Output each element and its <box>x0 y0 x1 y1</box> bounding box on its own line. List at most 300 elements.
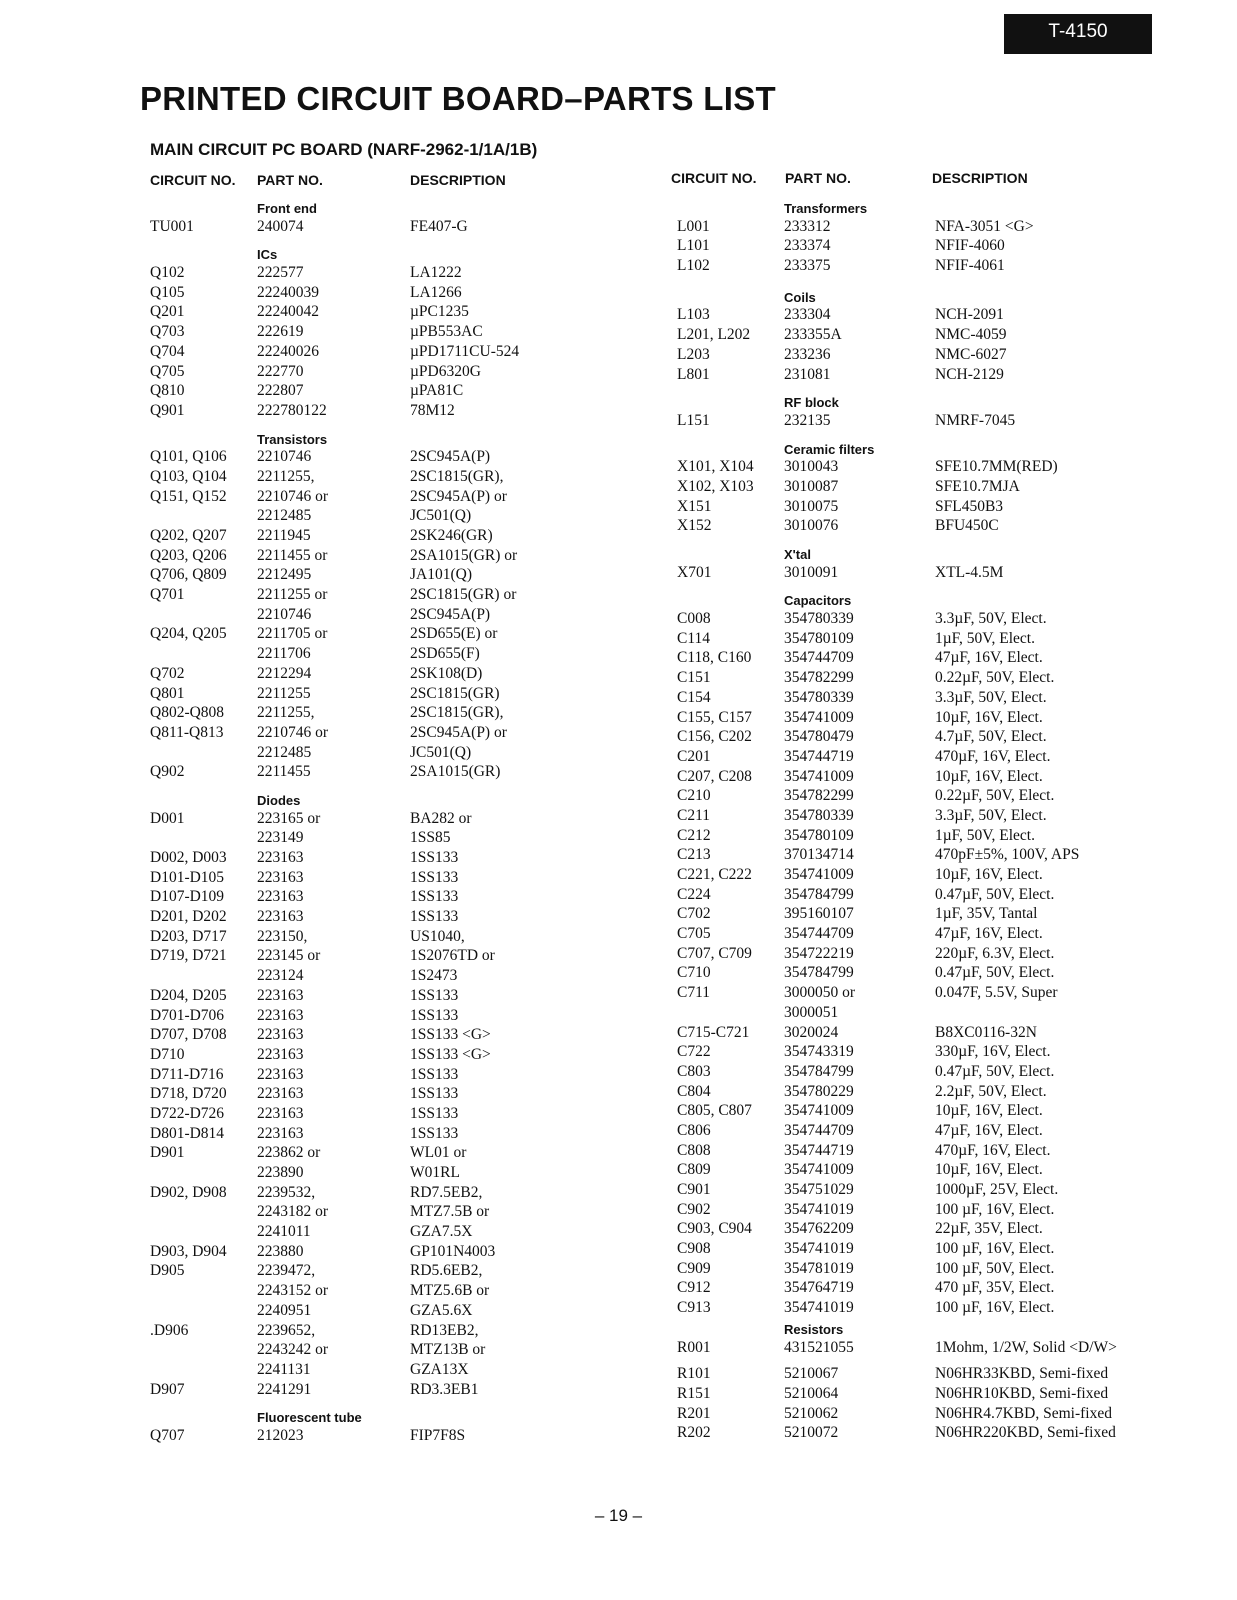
description-cell: 10µF, 16V, Elect. <box>935 708 1043 726</box>
left-header-part-no: PART NO. <box>257 172 323 188</box>
description-cell: 330µF, 16V, Elect. <box>935 1043 1051 1061</box>
part-no-cell: 354780479 <box>784 728 854 746</box>
circuit-no-cell: C211 <box>677 806 711 824</box>
part-no-cell: 354780109 <box>784 629 854 647</box>
circuit-no-cell: C715-C721 <box>677 1023 750 1041</box>
description-cell: FE407-G <box>410 217 468 235</box>
circuit-no-cell: R201 <box>677 1404 711 1422</box>
parts-row <box>677 236 1157 256</box>
description-cell: 0.47µF, 50V, Elect. <box>935 885 1055 903</box>
parts-row <box>677 1200 1157 1220</box>
row-spacer <box>150 782 580 789</box>
parts-row <box>150 526 580 546</box>
part-no-cell: 354780109 <box>784 826 854 844</box>
circuit-no-cell: C207, C208 <box>677 767 752 785</box>
part-no-cell: 223163 <box>257 908 304 926</box>
part-no-cell: 223163 <box>257 1124 304 1142</box>
circuit-no-cell: X701 <box>677 563 712 581</box>
description-cell: 47µF, 16V, Elect. <box>935 649 1043 667</box>
left-header-circuit-no: CIRCUIT NO. <box>150 172 236 188</box>
description-cell: 10µF, 16V, Elect. <box>935 1102 1043 1120</box>
circuit-no-cell: L103 <box>677 306 710 324</box>
circuit-no-cell: D107-D109 <box>150 888 225 906</box>
part-no-cell: 223145 or <box>257 947 321 965</box>
circuit-no-cell: L801 <box>677 365 710 383</box>
right-header-description: DESCRIPTION <box>932 170 1028 186</box>
description-cell: µPC1235 <box>410 303 469 321</box>
circuit-no-cell: Q151, Q152 <box>150 487 227 505</box>
part-no-cell: 354741019 <box>784 1200 854 1218</box>
description-cell: 2SK108(D) <box>410 664 483 682</box>
description-cell: LA1222 <box>410 264 462 282</box>
description-cell: 1SS85 <box>410 829 451 847</box>
parts-row <box>677 217 1157 237</box>
parts-row <box>150 848 580 868</box>
parts-row <box>150 868 580 888</box>
part-no-cell: 2212294 <box>257 664 312 682</box>
part-no-cell: 354741019 <box>784 1240 854 1258</box>
circuit-no-cell: R001 <box>677 1338 711 1356</box>
parts-row <box>150 723 580 743</box>
description-cell: 470 µF, 35V, Elect. <box>935 1279 1055 1297</box>
part-no-cell: 2210746 <box>257 605 312 623</box>
description-cell: 1S2076TD or <box>410 947 495 965</box>
circuit-no-cell: L101 <box>677 237 710 255</box>
group-label: Ceramic filters <box>784 441 875 457</box>
description-cell: 470µF, 16V, Elect. <box>935 747 1051 765</box>
page-title: PRINTED CIRCUIT BOARD–PARTS LIST <box>140 80 777 117</box>
description-cell: 2SC1815(GR) <box>410 684 500 702</box>
circuit-no-cell: C804 <box>677 1082 711 1100</box>
row-spacer <box>677 276 1157 286</box>
description-cell: 10µF, 16V, Elect. <box>935 866 1043 883</box>
description-cell: 220µF, 6.3V, Elect. <box>935 944 1055 962</box>
parts-row <box>150 263 580 283</box>
part-no-cell: 2211455 or <box>257 546 328 564</box>
part-no-cell: 2239532, <box>257 1183 316 1201</box>
row-spacer <box>677 431 1157 438</box>
row-spacer <box>677 536 1157 543</box>
parts-row <box>677 688 1157 708</box>
parts-row <box>150 342 580 362</box>
circuit-no-cell: C908 <box>677 1240 711 1258</box>
right-parts-column <box>677 197 1157 1443</box>
description-cell: 100 µF, 16V, Elect. <box>935 1299 1055 1317</box>
description-cell: 0.47µF, 50V, Elect. <box>935 964 1055 982</box>
parts-group-heading <box>677 543 1157 563</box>
part-no-cell: 22240042 <box>257 303 319 321</box>
circuit-no-cell: C224 <box>677 885 711 903</box>
circuit-no-cell: D701-D706 <box>150 1006 225 1024</box>
description-cell: 4.7µF, 50V, Elect. <box>935 728 1047 746</box>
part-no-cell: 223862 or <box>257 1144 321 1162</box>
part-no-cell: 3000050 or <box>784 984 856 1002</box>
parts-row <box>150 1006 580 1026</box>
part-no-cell: 2211455 <box>257 763 311 781</box>
group-label: Capacitors <box>784 593 852 609</box>
parts-row <box>677 477 1157 497</box>
circuit-no-cell: D718, D720 <box>150 1085 227 1103</box>
parts-row <box>677 457 1157 477</box>
parts-row <box>677 806 1157 826</box>
parts-row <box>677 983 1157 1003</box>
part-no-cell: 354784799 <box>784 964 854 982</box>
circuit-no-cell: Q810 <box>150 382 185 400</box>
part-no-cell: 233236 <box>784 345 831 363</box>
circuit-no-cell: X152 <box>677 517 712 535</box>
part-no-cell: 354780339 <box>784 688 854 706</box>
parts-row <box>150 1045 580 1065</box>
description-cell: GZA5.6X <box>410 1301 473 1319</box>
part-no-cell: 354782299 <box>784 669 854 687</box>
part-no-cell: 233374 <box>784 237 831 255</box>
parts-row <box>150 624 580 644</box>
row-spacer <box>677 384 1157 391</box>
description-cell: µPB553AC <box>410 323 483 341</box>
description-cell: NMC-4059 <box>935 326 1007 344</box>
description-cell: 2SD655(F) <box>410 645 480 663</box>
parts-row <box>677 1042 1157 1062</box>
circuit-no-cell: X101, X104 <box>677 458 754 476</box>
circuit-no-cell: C806 <box>677 1121 711 1139</box>
circuit-no-cell: C221, C222 <box>677 866 752 883</box>
parts-row <box>677 865 1157 885</box>
circuit-no-cell: C913 <box>677 1299 711 1317</box>
parts-row <box>677 1298 1157 1318</box>
description-cell: 1SS133 <box>410 888 459 906</box>
description-cell: 2SK246(GR) <box>410 527 493 544</box>
description-cell: N06HR220KBD, Semi-fixed <box>935 1424 1116 1442</box>
left-parts-column <box>150 197 580 1446</box>
part-no-cell: 222619 <box>257 323 304 341</box>
description-cell: 10µF, 16V, Elect. <box>935 767 1043 785</box>
group-label: Coils <box>784 289 816 305</box>
group-label: RF block <box>784 395 839 411</box>
description-cell: US1040, <box>410 927 465 945</box>
parts-row <box>150 1360 580 1380</box>
parts-row <box>677 1364 1157 1384</box>
description-cell: 100 µF, 50V, Elect. <box>935 1259 1055 1277</box>
parts-row <box>677 727 1157 747</box>
description-cell: 1SS133 <box>410 849 459 866</box>
parts-row <box>677 325 1157 345</box>
part-no-cell: 354741009 <box>784 866 854 883</box>
parts-row <box>677 1180 1157 1200</box>
parts-group-heading <box>150 197 580 217</box>
parts-row <box>150 1084 580 1104</box>
part-no-cell: 354781019 <box>784 1259 854 1277</box>
description-cell: 3.3µF, 50V, Elect. <box>935 688 1047 706</box>
circuit-no-cell: C155, C157 <box>677 708 752 726</box>
parts-row <box>150 1163 580 1183</box>
part-no-cell: 354744709 <box>784 649 854 667</box>
circuit-no-cell: D201, D202 <box>150 908 227 926</box>
circuit-no-cell: D707, D708 <box>150 1026 227 1044</box>
part-no-cell: 5210067 <box>784 1365 839 1383</box>
parts-row <box>677 786 1157 806</box>
circuit-no-cell: L201, L202 <box>677 326 751 344</box>
parts-row <box>677 629 1157 649</box>
circuit-no-cell: L001 <box>677 217 710 235</box>
description-cell: 2SA1015(GR) or <box>410 546 518 564</box>
part-no-cell: 232135 <box>784 411 831 429</box>
part-no-cell: 223163 <box>257 1045 304 1063</box>
description-cell: NMC-6027 <box>935 345 1007 363</box>
parts-row <box>677 1003 1157 1023</box>
part-no-cell: 354741019 <box>784 1299 854 1317</box>
parts-row <box>150 946 580 966</box>
part-no-cell: 222770 <box>257 362 304 380</box>
description-cell: NMRF-7045 <box>935 411 1016 429</box>
description-cell: 1SS133 <box>410 1124 459 1142</box>
part-no-cell: 2211706 <box>257 645 311 663</box>
description-cell: N06HR4.7KBD, Semi-fixed <box>935 1404 1112 1422</box>
part-no-cell: 5210072 <box>784 1424 839 1442</box>
parts-row <box>150 1202 580 1222</box>
circuit-no-cell: C705 <box>677 925 711 943</box>
parts-row <box>150 809 580 829</box>
circuit-no-cell: C722 <box>677 1043 711 1061</box>
part-no-cell: 2243242 or <box>257 1341 329 1359</box>
description-cell: 1000µF, 25V, Elect. <box>935 1181 1059 1198</box>
board-title: MAIN CIRCUIT PC BOARD (NARF-2962-1/1A/1B) <box>150 140 538 159</box>
parts-row <box>677 845 1157 865</box>
page-number: – 19 – <box>594 1506 643 1525</box>
circuit-no-cell: C114 <box>677 629 711 647</box>
description-cell: 0.47µF, 50V, Elect. <box>935 1062 1055 1080</box>
description-cell: µPA81C <box>410 382 464 400</box>
part-no-cell: 222577 <box>257 264 304 282</box>
part-no-cell: 2210746 or <box>257 723 329 741</box>
circuit-no-cell: C707, C709 <box>677 944 752 962</box>
description-cell: NFA-3051 <G> <box>935 217 1034 235</box>
parts-row <box>150 762 580 782</box>
description-cell: W01RL <box>410 1164 460 1181</box>
parts-row <box>150 565 580 585</box>
part-no-cell: 233355A <box>784 326 842 344</box>
parts-row <box>677 767 1157 787</box>
parts-row <box>150 1301 580 1321</box>
description-cell: 3.3µF, 50V, Elect. <box>935 610 1047 628</box>
circuit-no-cell: Q701 <box>150 586 185 604</box>
row-spacer <box>150 1399 580 1406</box>
description-cell: 1SS133 <box>410 908 459 926</box>
part-no-cell: 223163 <box>257 849 304 866</box>
parts-row <box>677 1082 1157 1102</box>
part-no-cell: 2210746 or <box>257 487 329 505</box>
circuit-no-cell: D907 <box>150 1380 185 1398</box>
part-no-cell: 231081 <box>784 365 831 383</box>
parts-row <box>677 497 1157 517</box>
circuit-no-cell: Q705 <box>150 362 185 380</box>
parts-row <box>150 283 580 303</box>
parts-group-heading <box>677 286 1157 306</box>
circuit-no-cell: D101-D105 <box>150 868 225 886</box>
group-label: Resistors <box>784 1321 844 1337</box>
part-no-cell: 2241011 <box>257 1223 311 1241</box>
circuit-no-cell: C212 <box>677 826 711 844</box>
description-cell: 1µF, 50V, Elect. <box>935 826 1035 844</box>
description-cell: SFE10.7MJA <box>935 477 1020 495</box>
parts-group-heading <box>150 428 580 448</box>
part-no-cell: 223880 <box>257 1242 304 1260</box>
circuit-no-cell: Q902 <box>150 763 185 781</box>
parts-row <box>677 1141 1157 1161</box>
part-no-cell: 3010076 <box>784 517 839 535</box>
description-cell: N06HR33KBD, Semi-fixed <box>935 1365 1109 1383</box>
description-cell: FIP7F8S <box>410 1426 466 1444</box>
part-no-cell: 233312 <box>784 217 831 235</box>
description-cell: 78M12 <box>410 401 455 419</box>
parts-row <box>677 256 1157 276</box>
description-cell: RD7.5EB2, <box>410 1183 483 1201</box>
parts-row <box>150 302 580 322</box>
description-cell: 2.2µF, 50V, Elect. <box>935 1082 1047 1100</box>
description-cell: WL01 or <box>410 1144 467 1162</box>
parts-row <box>677 1219 1157 1239</box>
model-tag: T-4150 <box>1004 14 1152 54</box>
part-no-cell: 240074 <box>257 217 304 235</box>
parts-group-heading <box>677 197 1157 217</box>
part-no-cell: 22240039 <box>257 283 319 301</box>
part-no-cell: 354751029 <box>784 1181 854 1198</box>
parts-row <box>150 506 580 526</box>
circuit-no-cell: Q811-Q813 <box>150 723 224 741</box>
description-cell: 1S2473 <box>410 967 458 985</box>
parts-row <box>150 1340 580 1360</box>
circuit-no-cell: Q901 <box>150 401 185 419</box>
circuit-no-cell: Q801 <box>150 684 185 702</box>
parts-row <box>677 609 1157 629</box>
description-cell: 1SS133 <box>410 1104 459 1122</box>
parts-row <box>150 927 580 947</box>
description-cell: 1SS133 <box>410 1006 459 1024</box>
part-no-cell: 354784799 <box>784 1062 854 1080</box>
description-cell: NFIF-4061 <box>935 257 1005 275</box>
parts-row <box>677 826 1157 846</box>
description-cell: SFE10.7MM(RED) <box>935 458 1058 476</box>
circuit-no-cell: Q706, Q809 <box>150 566 227 584</box>
circuit-no-cell: C808 <box>677 1141 711 1159</box>
parts-row <box>677 1384 1157 1404</box>
part-no-cell: 5210062 <box>784 1404 839 1422</box>
parts-row <box>150 1065 580 1085</box>
part-no-cell: 354762209 <box>784 1220 854 1238</box>
description-cell: 2SC945A(P) <box>410 605 491 623</box>
circuit-no-cell: Q704 <box>150 342 185 360</box>
description-cell: GZA7.5X <box>410 1223 473 1241</box>
right-header-part-no: PART NO. <box>785 170 851 186</box>
circuit-no-cell: C156, C202 <box>677 728 752 746</box>
circuit-no-cell: D710 <box>150 1045 185 1063</box>
parts-row <box>150 986 580 1006</box>
circuit-no-cell: C803 <box>677 1062 711 1080</box>
parts-row <box>677 1101 1157 1121</box>
part-no-cell: 2211255, <box>257 467 315 485</box>
group-label: Fluorescent tube <box>257 1410 362 1426</box>
description-cell: 2SC945A(P) or <box>410 723 507 741</box>
parts-row <box>677 516 1157 536</box>
circuit-no-cell: D902, D908 <box>150 1183 227 1201</box>
parts-row <box>150 966 580 986</box>
part-no-cell: 3010087 <box>784 477 839 495</box>
circuit-no-cell: C702 <box>677 905 711 923</box>
part-no-cell: 212023 <box>257 1426 304 1444</box>
left-header-description: DESCRIPTION <box>410 172 506 188</box>
right-header-circuit-no: CIRCUIT NO. <box>671 170 757 186</box>
circuit-no-cell: C154 <box>677 688 711 706</box>
part-no-cell: 2211705 or <box>257 625 328 643</box>
circuit-no-cell: D801-D814 <box>150 1124 225 1142</box>
parts-row <box>150 487 580 507</box>
circuit-no-cell: C118, C160 <box>677 649 752 667</box>
part-no-cell: 223163 <box>257 1085 304 1103</box>
parts-row <box>677 1239 1157 1259</box>
part-no-cell: 354782299 <box>784 787 854 805</box>
description-cell: 1SS133 <G> <box>410 1045 491 1063</box>
circuit-no-cell: Q203, Q206 <box>150 546 227 564</box>
description-cell: 0.047F, 5.5V, Super <box>935 984 1058 1002</box>
circuit-no-cell: L151 <box>677 411 710 429</box>
circuit-no-cell: C909 <box>677 1259 711 1277</box>
parts-row <box>677 1121 1157 1141</box>
description-cell: 1µF, 50V, Elect. <box>935 629 1035 647</box>
description-cell: 22µF, 35V, Elect. <box>935 1220 1043 1238</box>
description-cell: 2SC1815(GR), <box>410 704 504 722</box>
part-no-cell: 2239472, <box>257 1262 316 1280</box>
description-cell: XTL-4.5M <box>935 563 1004 581</box>
part-no-cell: 2240951 <box>257 1301 312 1319</box>
description-cell: NFIF-4060 <box>935 237 1005 255</box>
parts-row <box>150 546 580 566</box>
parts-row <box>677 1023 1157 1043</box>
circuit-no-cell: C912 <box>677 1279 711 1297</box>
circuit-no-cell: Q201 <box>150 303 185 321</box>
row-spacer <box>150 421 580 428</box>
parts-group-heading <box>150 789 580 809</box>
description-cell: B8XC0116-32N <box>935 1023 1037 1041</box>
parts-row <box>150 907 580 927</box>
row-spacer <box>677 1357 1157 1364</box>
parts-row <box>150 362 580 382</box>
circuit-no-cell: Q703 <box>150 323 185 341</box>
description-cell: 1SS133 <box>410 1085 459 1103</box>
part-no-cell: 223165 or <box>257 809 321 827</box>
parts-row <box>150 664 580 684</box>
parts-row <box>677 411 1157 431</box>
part-no-cell: 223163 <box>257 1065 304 1083</box>
description-cell: 10µF, 16V, Elect. <box>935 1161 1043 1179</box>
circuit-no-cell: D203, D717 <box>150 927 227 945</box>
description-cell: MTZ13B or <box>410 1341 486 1359</box>
parts-row <box>677 1259 1157 1279</box>
description-cell: BFU450C <box>935 517 999 535</box>
circuit-no-cell: R151 <box>677 1384 711 1402</box>
part-no-cell: 2211255 <box>257 684 311 702</box>
part-no-cell: 2243152 or <box>257 1282 329 1300</box>
parts-group-heading <box>677 438 1157 458</box>
circuit-no-cell: D719, D721 <box>150 947 227 965</box>
description-cell: 470pF±5%, 100V, APS <box>935 846 1080 864</box>
part-no-cell: 233304 <box>784 306 831 324</box>
part-no-cell: 2241131 <box>257 1360 311 1378</box>
circuit-no-cell: Q101, Q106 <box>150 448 227 466</box>
parts-row <box>150 381 580 401</box>
parts-row <box>677 563 1157 583</box>
circuit-no-cell: C902 <box>677 1200 711 1218</box>
circuit-no-cell: C151 <box>677 669 711 687</box>
description-cell: 100 µF, 16V, Elect. <box>935 1240 1055 1258</box>
